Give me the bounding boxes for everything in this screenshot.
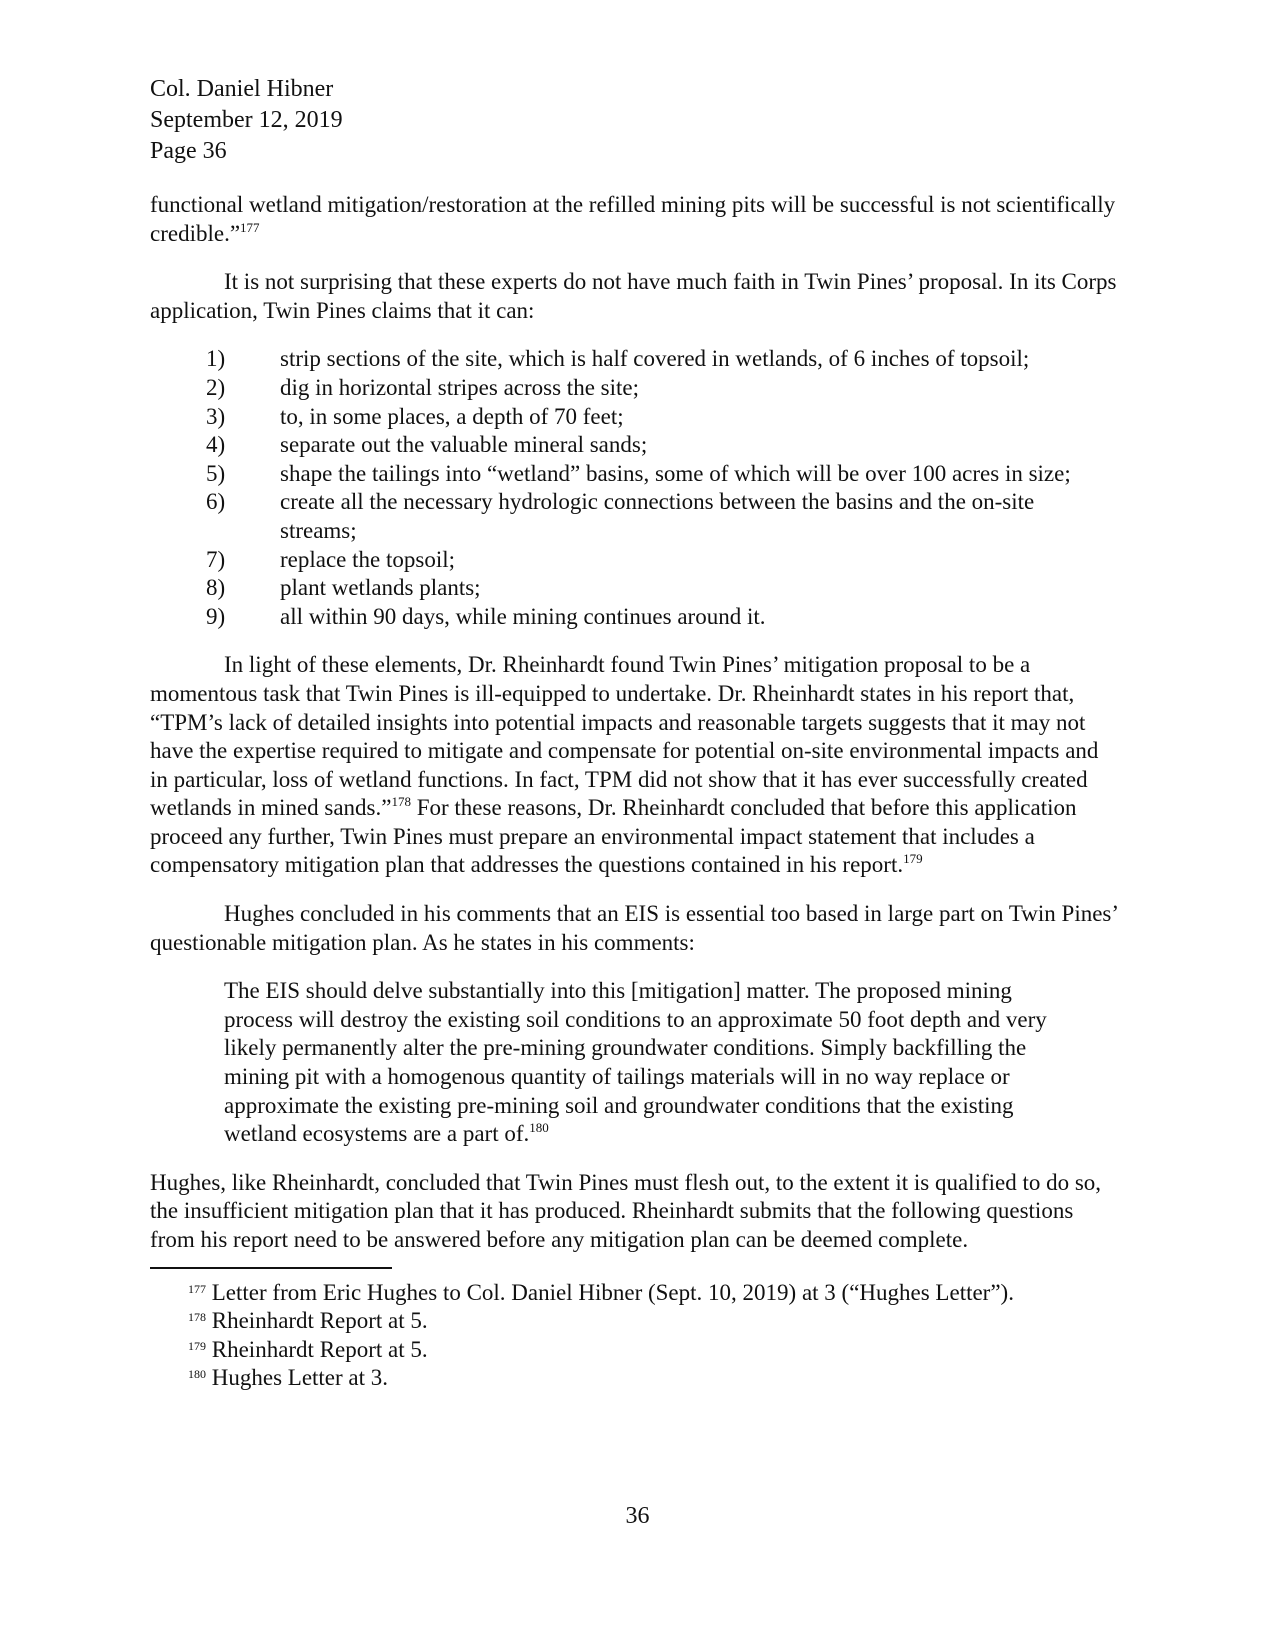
list-item [150, 403, 1122, 432]
list-item-text: strip sections of the site, which is half covered in wetlands, of 6 inches of topsoil; [280, 346, 1030, 372]
list-item-text: create all the necessary hydrologic connections between the basins and the on-site streams; [280, 489, 1035, 543]
block-quote [224, 977, 1048, 1149]
list-item [150, 488, 1122, 545]
paragraph-text: Hughes, like Rheinhardt, concluded that Twin Pines must flesh out, to the extent it is qualified to do so, the insufficient mitigation plan that it has produced. Rheinhardt submits that the following questions from his report need to be answered before any mitigation plan can be deemed complete. [150, 1169, 1102, 1252]
list-item-number: 5) [206, 460, 226, 486]
footnote-number: 180 [188, 1367, 206, 1382]
footnote-text: Rheinhardt Report at 5. [206, 1336, 428, 1362]
list-item-text: shape the tailings into “wetland” basins, some of which will be over 100 acres in size; [280, 460, 1071, 486]
claims-list [150, 345, 1122, 631]
paragraph-continued [150, 191, 1122, 248]
footnote-ref: 179 [903, 851, 923, 867]
footnote-text: Letter from Eric Hughes to Col. Daniel Hibner (Sept. 10, 2019) at 3 (“Hughes Letter”). [206, 1279, 1014, 1305]
quote-text: The EIS should delve substantially into this [mitigation] matter. The proposed mining process will destroy the existing soil conditions to an approximate 50 foot depth and very likely permanently alter the pre-mining groundwater conditions. Simply backfilling the mining pit with a homogenous quantity of tailings materials will in no way replace or approximate the existing pre-mining soil and groundwater conditions that the existing wetland ecosystems are a part of. [224, 978, 1047, 1147]
list-item-number: 2) [206, 374, 226, 400]
page-number: 36 [625, 1503, 650, 1529]
paragraph-rheinhardt [150, 651, 1122, 880]
footnotes [150, 1279, 1122, 1393]
footnote-divider [150, 1267, 392, 1269]
list-item-text: to, in some places, a depth of 70 feet; [280, 403, 624, 429]
list-item-text: separate out the valuable mineral sands; [280, 432, 648, 458]
list-item-number: 3) [206, 403, 226, 429]
list-item [150, 574, 1122, 603]
list-item-text: all within 90 days, while mining continues around it. [280, 603, 766, 629]
footnote [188, 1279, 1122, 1308]
list-item [150, 546, 1122, 575]
footnote [188, 1307, 1122, 1336]
paragraph-text: In light of these elements, Dr. Rheinhardt found Twin Pines’ mitigation proposal to be a momentous task that Twin Pines is ill-equipped to undertake. Dr. Rheinhardt states in his report that, “TPM’s lack of detailed insights into potential impacts and reasonable targets suggests that it may not have the expertise required to mitigate and compensate for potential on-site environmental impacts and in particular, loss of wetland functions. In fact, TPM did not show that it has ever successfully created wetlands in mined sands.” [150, 652, 1099, 821]
list-item-text: plant wetlands plants; [280, 575, 481, 601]
list-item-number: 9) [206, 603, 226, 629]
footnote-ref: 178 [391, 794, 411, 810]
footnote [188, 1364, 1122, 1393]
list-item-number: 7) [206, 546, 226, 572]
list-item-number: 4) [206, 432, 226, 458]
footnote-ref: 180 [529, 1120, 549, 1136]
list-item-number: 6) [206, 489, 226, 515]
letter-header [150, 74, 1122, 167]
paragraph-hughes-intro [150, 900, 1122, 957]
list-item [150, 431, 1122, 460]
letter-page [150, 74, 1122, 1393]
list-item [150, 345, 1122, 374]
footnote-text: Rheinhardt Report at 5. [206, 1308, 428, 1334]
footnote-number: 178 [188, 1310, 206, 1325]
paragraph-conclusion [150, 1169, 1122, 1255]
paragraph-text: functional wetland mitigation/restoration at the refilled mining pits will be successful is not scientifically credible.” [150, 192, 1116, 246]
list-item [150, 460, 1122, 489]
header-page-label: Page 36 [150, 138, 227, 164]
footnote-number: 177 [188, 1281, 206, 1296]
list-item-text: dig in horizontal stripes across the site; [280, 374, 639, 400]
footnote-number: 179 [188, 1338, 206, 1353]
paragraph-claims-intro [150, 268, 1122, 325]
list-item-number: 1) [206, 346, 226, 372]
list-item [150, 374, 1122, 403]
list-item-number: 8) [206, 575, 226, 601]
paragraph-text: Hughes concluded in his comments that an EIS is essential too based in large part on Twin Pines’ questionable mitigation plan. As he states in his comments: [150, 901, 1118, 955]
paragraph-text: For these reasons, Dr. Rheinhardt concluded that before this application proceed any further, Twin Pines must prepare an environmental impact statement that includes a compensatory mitigation plan that addresses the questions contained in his report. [150, 795, 1077, 878]
paragraph-text: It is not surprising that these experts do not have much faith in Twin Pines’ proposal. In its Corps application, Twin Pines claims that it can: [150, 269, 1117, 323]
recipient-name: Col. Daniel Hibner [150, 76, 334, 102]
footnote-text: Hughes Letter at 3. [206, 1365, 389, 1391]
footnote-ref: 177 [240, 219, 260, 235]
list-item [150, 603, 1122, 632]
footnote [188, 1336, 1122, 1365]
letter-date: September 12, 2019 [150, 107, 343, 133]
list-item-text: replace the topsoil; [280, 546, 455, 572]
